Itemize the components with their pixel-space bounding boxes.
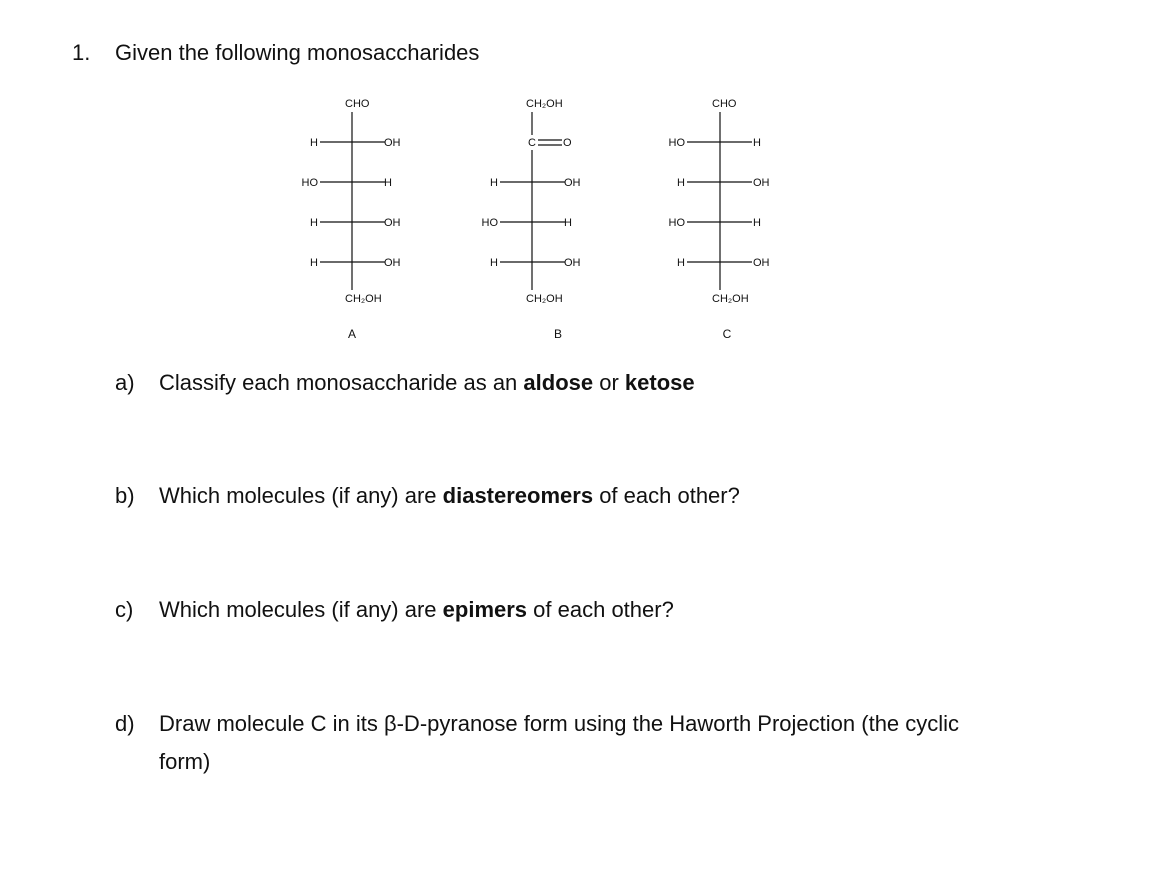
part-a-text-1: Classify each monosaccharide as an: [159, 370, 524, 395]
molecule-c-right-2: OH: [753, 177, 770, 189]
molecule-b-left-3: H: [490, 257, 498, 269]
molecule-b-label: B: [553, 327, 563, 341]
molecule-b-top-group: CH₂OH: [526, 98, 563, 110]
fischer-projection-b: [482, 98, 581, 341]
part-b-text-1: Which molecules (if any) are: [159, 483, 443, 508]
molecule-c-left-3: HO: [668, 217, 685, 229]
part-a-letter: a): [115, 370, 135, 395]
molecule-c-right-3: H: [753, 217, 761, 229]
molecule-c-bottom-group: CH₂OH: [712, 293, 749, 305]
part-d-letter: d): [115, 711, 135, 736]
part-a: [115, 364, 1115, 402]
molecule-a-label: A: [347, 327, 357, 341]
part-c-text-1: Which molecules (if any) are: [159, 597, 443, 622]
molecule-c-right-1: H: [753, 137, 761, 149]
question-title: Given the following monosaccharides: [115, 40, 480, 65]
molecule-a-right-4: OH: [384, 257, 401, 269]
molecule-b-left-2: HO: [481, 217, 498, 229]
molecule-c-label: C: [722, 327, 732, 341]
part-c: [115, 591, 1115, 629]
molecule-c-top-group: CHO: [712, 98, 737, 110]
part-a-bold-aldose: aldose: [523, 370, 594, 395]
molecule-c-left-1: HO: [668, 137, 685, 149]
part-d: [115, 705, 1115, 781]
part-a-bold-ketose: ketose: [624, 370, 695, 395]
molecule-b-right-1: OH: [564, 177, 581, 189]
molecule-b-bottom-group: CH₂OH: [526, 293, 563, 305]
molecule-a-left-1: H: [310, 137, 318, 149]
fischer-projection-a: [302, 98, 401, 341]
part-c-bold-epimers: epimers: [442, 597, 528, 622]
part-d-line-1: Draw molecule C in its β-D-pyranose form using the Haworth Projection (the cyclic: [159, 711, 960, 736]
molecule-a-left-4: H: [310, 257, 318, 269]
part-b-letter: b): [115, 483, 135, 508]
part-c-text-2: of each other?: [527, 597, 674, 622]
molecule-a-left-3: H: [310, 217, 318, 229]
question-number: 1.: [72, 40, 91, 65]
molecule-b-carbonyl-oxygen: O: [563, 137, 572, 149]
molecule-c-left-2: H: [677, 177, 685, 189]
molecule-a-top-group: CHO: [345, 98, 370, 110]
part-d-line-2: form): [159, 749, 211, 774]
fischer-projection-c: [669, 98, 770, 341]
part-b-text-2: of each other?: [593, 483, 740, 508]
molecule-c-right-4: OH: [753, 257, 770, 269]
molecule-a-left-2: HO: [301, 177, 318, 189]
molecule-b-right-2: H: [564, 217, 572, 229]
molecule-a-bottom-group: CH₂OH: [345, 293, 382, 305]
part-b: [115, 477, 1115, 515]
part-a-text-2: or: [593, 370, 625, 395]
molecule-b-carbonyl-carbon: C: [528, 137, 536, 149]
molecule-c-left-4: H: [677, 257, 685, 269]
molecule-a-right-3: OH: [384, 217, 401, 229]
molecule-a-right-1: OH: [384, 137, 401, 149]
part-c-letter: c): [115, 597, 134, 622]
part-b-bold-diastereomers: diastereomers: [442, 483, 594, 508]
molecule-b-left-1: H: [490, 177, 498, 189]
molecule-b-right-3: OH: [564, 257, 581, 269]
molecule-a-right-2: H: [384, 177, 392, 189]
fischer-projections: [0, 0, 1170, 360]
